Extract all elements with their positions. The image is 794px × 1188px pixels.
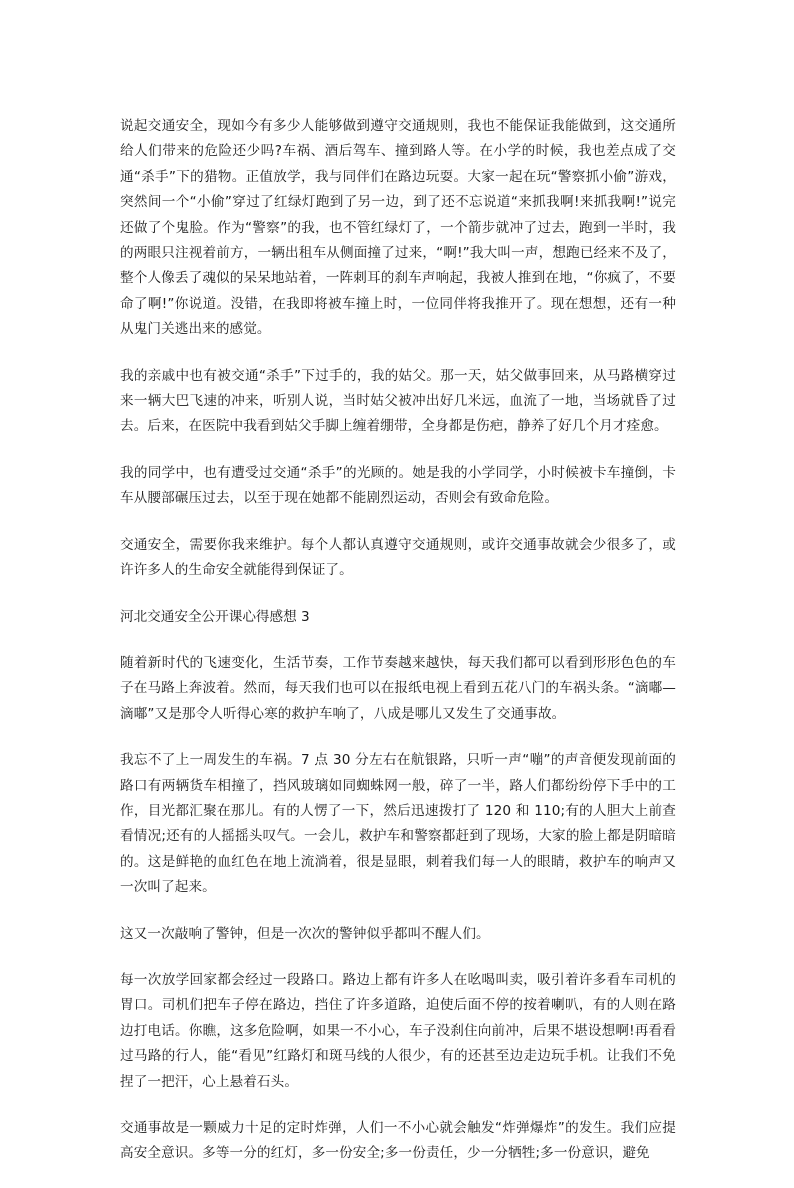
paragraph-5: 随着新时代的飞速变化，生活节奏，工作节奏越来越快，每天我们都可以看到形形色色的车子在马路上奔波着。然而，每天我们也可以在报纸电视上看到五花八门的车祸头条。“滴嘟—滴嘟”又是那令人听得心寒的救护车响了，八成是哪儿又发生了交通事故。: [120, 654, 676, 722]
paragraph-8: 每一次放学回家都会经过一段路口。路边上都有许多人在吆喝叫卖，吸引着许多看车司机的胃口。司机们把车子停在路边，挡住了许多道路，迫使后面不停的按着喇叭，有的人则在路边打电话。你瞧，这多危险啊，如果一不小心，车子没刹住向前冲，后果不堪设想啊!再看看过马路的行人，能“看见”红路灯和斑马线的人很少，有的还甚至边走边玩手机。让我们不免捏了一把汗，心上悬着石头。: [120, 971, 676, 1090]
paragraph-4: 交通安全，需要你我来维护。每个人都认真遵守交通规则，或许交通事故就会少很多了，或许许多人的生命安全就能得到保证了。: [120, 536, 676, 579]
paragraph-7: 这又一次敲响了警钟，但是一次次的警钟似乎都叫不醒人们。: [120, 925, 490, 942]
paragraph-6: 我忘不了上一周发生的车祸。7 点 30 分左右在航银路，只听一声“嘣”的声音便发现前面的路口有两辆货车相撞了，挡风玻璃如同蜘蛛网一般，碎了一半，路人们都纷纷停下手中的工作，目光都汇聚在那儿。有的人愣了一下，然后迅速拨打了 120 和 110;有的人胆大上前查看情况;还有的人摇摇头叹气。一会儿，救护车和警察都赶到了现场，大家的脸上都是阴暗暗的。这是鲜艳的血红色在地上流淌着，很是显眼，刺着我们每一人的眼睛，救护车的响声又一次叫了起来。: [120, 752, 676, 896]
section-heading: 河北交通安全公开课心得感想 3: [120, 608, 310, 625]
document-page: [120, 114, 676, 1188]
paragraph-9: 交通事故是一颗威力十足的定时炸弹，人们一不小心就会触发“炸弹爆炸”的发生。我们应提高安全意识。多等一分的红灯，多一份安全;多一份责任，少一分牺牲;多一份意识，避免: [120, 1120, 676, 1162]
paragraph-1: 说起交通安全，现如今有多少人能够做到遵守交通规则，我也不能保证我能做到，这交通所给人们带来的危险还少吗?车祸、酒后驾车、撞到路人等。在小学的时候，我也差点成了交通“杀手”下的猎物。正值放学，我与同伴们在路边玩耍。大家一起在玩“警察抓小偷”游戏，突然间一个“小偷”穿过了红绿灯跑到了另一边，到了还不忘说道“来抓我啊!来抓我啊!”说完还做了个鬼脸。作为“警察”的我，也不管红绿灯了，一个箭步就冲了过去，跑到一半时，我的两眼只注视着前方，一辆出租车从侧面撞了过来，“啊!”我大叫一声，想跑已经来不及了，整个人像丢了魂似的呆呆地站着，一阵刺耳的刹车声响起，我被人推到在地，“你疯了，不要命了啊!”你说道。没错，在我即将被车撞上时，一位同伴将我推开了。现在想想，还有一种从鬼门关逃出来的感觉。: [120, 118, 676, 338]
paragraph-3: 我的同学中，也有遭受过交通“杀手”的光顾的。她是我的小学同学，小时候被卡车撞倒，卡车从腰部碾压过去，以至于现在她都不能剧烈运动，否则会有致命危险。: [120, 464, 676, 507]
paragraph-2: 我的亲戚中也有被交通“杀手”下过手的，我的姑父。那一天，姑父做事回来，从马路横穿过来一辆大巴飞速的冲来，听别人说，当时姑父被冲出好几米远，血流了一地，当场就昏了过去。后来，在医院中我看到姑父手脚上缠着绷带，全身都是伤疤，静养了好几个月才痊愈。: [120, 367, 676, 435]
